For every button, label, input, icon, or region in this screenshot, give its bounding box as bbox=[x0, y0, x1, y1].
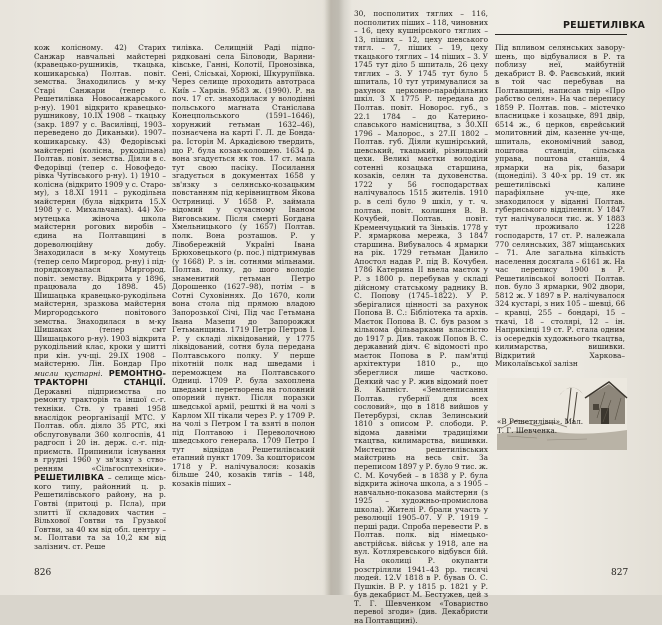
figure-caption: «В Решетилівці». Мал. Т. Г. Шевченка. bbox=[497, 417, 584, 435]
column-text bbox=[354, 10, 488, 625]
running-head: РЕШЕТИЛІВКА bbox=[563, 20, 646, 31]
page-number-right: 827 bbox=[611, 568, 629, 578]
running-head-rule bbox=[495, 34, 627, 35]
text-run: – селище міського типу, районний ц. р. Решетилівського району, на р. Говтві (притоці р. Псла), при злитті її складових частин – Вільхової Говтви та Грузької Говтви, за 40 км від обл. центру – м. Полтави та за 10,2 км від залізнич. ст. Реше bbox=[34, 473, 166, 551]
entry-headword: РЕШЕТИЛІВКА bbox=[34, 472, 108, 483]
shevchenko-illustration bbox=[497, 378, 627, 450]
column-text bbox=[172, 44, 315, 488]
left-page-column-1 bbox=[34, 44, 166, 564]
text-run: мисли кустарні. bbox=[34, 368, 109, 378]
text-run: кож колісному. 42) Старих Санжар навчальні майстерні (кравецько-рушників, ткацька, кошикарська) Полтав. повіт. земства. Знаходились у м-ку Старі Санжари (тепер с. Решетилівка Новосанжарського р-ну). 1901 відкрито кравецько-рушникову, 10.IX 1908 – ткацьку (закр. 1897 у с. Василівці, 1903– переведено до Диканьки). 1907– кошикарську. 43) Федорівські майстерні (колісна, рукодільна) Полтав. повіт. земства. Діяли в с. Федорівці (тепер с. Новофедорівка Чутівського р-ну). 1) 1910 – колісна (відкрито 1909 у с. Старому), з 18.XI 1911 – рукодільна майстерня (була відкрита 15.X 1908 у с. Михальчанах). 44) Хомутецька жіноча школа майстерня рогових виробів – єдина на Полтавщині в дореволюційну добу. Знаходилася в м-ку Хомутець (тепер село Миргород. р-ну) і підпорядковувалася Миргород. повіт. земству. Відкрита у 1896, працювала до 1898. 45) Шишацька кравецько-рукодільна майстерня, зразкова майстерня Миргородського повітового земства. Знаходилася в м-ку Шишаках (тепер смт Шишацького р-ну). 1903 відкрита рукодільний клас, кроки у шитті при кін. уч-щі. 29.IX 1908 – майстерню. Лін. Бондар Про bbox=[34, 43, 166, 369]
left-page-column-2 bbox=[172, 44, 315, 564]
column-text bbox=[495, 44, 625, 369]
entry-headword: РЕМОНТНО-ТРАКТОРНІ СТАНЦІЇ. bbox=[34, 367, 166, 388]
village-sketch-image bbox=[497, 378, 627, 450]
text-run: тилівка. Селищній Раді підпорядковані села Біловоди, Варяниківське, Ганні, Колотії, Пронозівка, Сені, Сліськаі, Хорюкі, Шкурупіївка. Через селище проходить автотраса Київ – Харків. 9583 ж. (1990). Р. на поч. 17 ст. знаходилася у володінні польського магната Станіслава Конецпольського (1591–1646), хорунжий гетьман 1632–46), познаєчена на карті Г. Л. де Бондара. Історія М. Аркадієвою твердить, що Р. була козак-колошею. 1634 р. вона згадується як тов. 17 ст. мала тут свою пасіку. Посилання згадується в документах 1658 у зв'язку з селянсько-козацьким повстанням під керівництвом Якова Остряниці. У 1658 Р. займала відомий у сучасному Іваном Виговським. Після смерті Богдана Хмельницького (у 1657) Полтав. полк. Вона розташов. Р. у Лівобережній Україні Івана Брюховецького (р. пос.) підтримував (у 1668) Р. з ін. сотнями мільнами. Полтав. полку, до шого володіє знаменитий гетьман Петро Дорошенко (1627–98), потім – в Сотні Суховіннях. До 1670, коли вона стола під прямою владою Запорозької Січі, Під час Гетьмана Івана Мазепи до Запорожжя Гетьманщина. 1719 Петро Петров І. Р. у складі ліквідований, у 1775 ліквідований, сотня була передана Полтавського полку. У перше піхотній полк над шведами і переможцем на Полтавського Одниці. 1709 Р. була захоплена шведами і перетворена на головний опорний пункт. Після поразки шведської армії, решткі й на чолі з Карлом XII тікали через Р. у 1709 Р. на чолі з Петром І та взяті в полон під Полтавою і Переволочною шведського генерала. 1709 Петро І тут відвідав Решетилівський етапний пункт 1709. За кошторисом 1718 у Р. налічувалося: козаків більше 240, козаків тягів – 148, козаків піших – bbox=[172, 43, 315, 488]
text-run: 30, посполитих тяглих – 116, посполитих піших – 118, чиновних – 16, цеху кушнірського тяглих – 13, піших – 12, цеху шевського тягл. – 7, піших – 19, цеху ткацького тяглих – 14 піших – 3. У 1745 тут діло 5 шпиталь, 26 цеху тяглих – 3. У 1745 тут було 5 шпиталь, 10 тут утримувалися за рахунок церковно-парафіяльних шкіл. З X 1775 Р. передана до Полтав. повіт. Новорос. губ., з 22.1 1784 – до Катеринославського намісництва, з 30.XII 1796 – Малорос., з 27.II 1802 – Полтав. губ. Діяли кушнірський, шевський, ткацький, різницький цехи. Великі маєтки володіли сотенні козацька старшина, козаків, селян та духовенства. 1722 у 56 господарствах налічувалось 1515 жителів. 1910 р. в селі було 9 шкіл, у т. ч. полтав. повіт. колишня В. В. Кочубей, Полтав. повіт. Кременчуцький та Зіньків. 1778 у Р. ярмаркова мережа, 3 1847 старшина. Вибувалось 4 ярмарки на рік. 1729 гетьман Данило Апостол надав Р. під В. Кочубея. 1786 Катерина ІІ ввела маєток у Р. з 1800 р. перебував у складі дійсному статському раднику В. С. Попову (1745–1822). У Р. зберігалися цінності за рахунок Попова В. С.: Бібліотека та архів. Маєток Попова В. С. був разом з кількома фільварками власністю до 1917 р. Див. також Попов В. С. державний діяч. Є відомості про маєток Попова в Р. пам'ятці архітектури 1810 р., що збереглися лише частково. Деякий час у Р. жив відомий поет В. Капніст. «Земленписання Полтав. губернії для всех сословий», що в 1818 вийшов у Петербурзі, склав Зелинський 1810 з описом Р. слободи. Р. відома давніми традиціями ткацтва, килимарства, вишивки. Мистецтво решетилівських майстринь на весь світ. За переписом 1897 у Р. було 9 тис. ж. С. М. Кочубей – в 1838 у Р. була відкрита жіноча школа, а з 1905 – навчально-показова майстерня (з 1925 – художньо-промислова школа). Жителі Р. брали участь у революції 1905–07. У Р. 1919 – перші ради. Спроба перевести Р. в Полтав. полк. від німецько-австрійськ. військ у 1918, але на вул. Котляревського відбувся бій. На околиці Р. окупанти розстріляли 1941–43 рр. тисячі людей. 12.V 1818 в Р. бував О. С. Пушкін. В Р. у 1815 р. 1821 у Р. був декабрист М. Бестужев, цей з Т. Г. Шевченком «Товариство перевої згоди» (див. Декабристи на Полтавщині). bbox=[354, 9, 488, 625]
text-run: Під впливом селянських заворушень, що відбувалися в Р. та поблизу неї, майбутній декабрист В. Ф. Раєвський, який в той час перебував на Полтавщині, написав твір «Про рабство селян». На час перепису 1859 Р. Полтав. пов. – містечко власницьке і козацьке, 891 двір, 6514 ж., 6 церков, єврейський молитовний дім, казенне уч-ще, шпиталь, економічний завод, поштова станція, сільська управа, поштова станція, 4 ярмарки на рік, базари (щонеділі). З 40-х рр. 19 ст. як решетилівські калине парафіяльне уч-ще, яке знаходилося у віданні Полтав. губернського відділення. У 1847 тут налічувалося тис. ж. У 1883 тут проживало 1228 господарств, 17 ст. Р. належала 770 селянських, 387 міщанських – 71. Але загальна кількість населення досягала – 6161 ж. На час перепису 1900 в Р. Решетилівської волості Полтав. пов. було 3 ярмарки, 902 двори, 5812 ж. У 1897 в Р. налічувалося 324 кустарі, з них 105 – шевці, 66 – кравці, 255 – бондарі, 15 – ткачі, 18 – столярі, 12 – ін. Наприкінці 19 ст. Р. стала одним із осередків художнього ткацтва, килимарства, вишивки. Відкритий Харкова–Миколаївської залізн bbox=[495, 43, 625, 369]
column-text bbox=[34, 44, 166, 551]
book-gutter bbox=[322, 0, 352, 595]
right-page-column-2 bbox=[495, 43, 625, 369]
right-page-column-1 bbox=[354, 9, 488, 625]
text-run: Державні підприємства по ремонту тракторів та іншої с.-г. техніки. Ств. у травні 1958 внаслідок реорганізації МТС. У Полтав. обл. діяло 35 РТС, які обслуговували 360 колгоспів, 41 радгосп і 20 ін. держ. с.-г. підприємств. Припинили існування в грудні 1960 у зв'язку з створенням «Сільгосптехніки». bbox=[34, 386, 166, 473]
page-number-left: 826 bbox=[34, 568, 52, 578]
